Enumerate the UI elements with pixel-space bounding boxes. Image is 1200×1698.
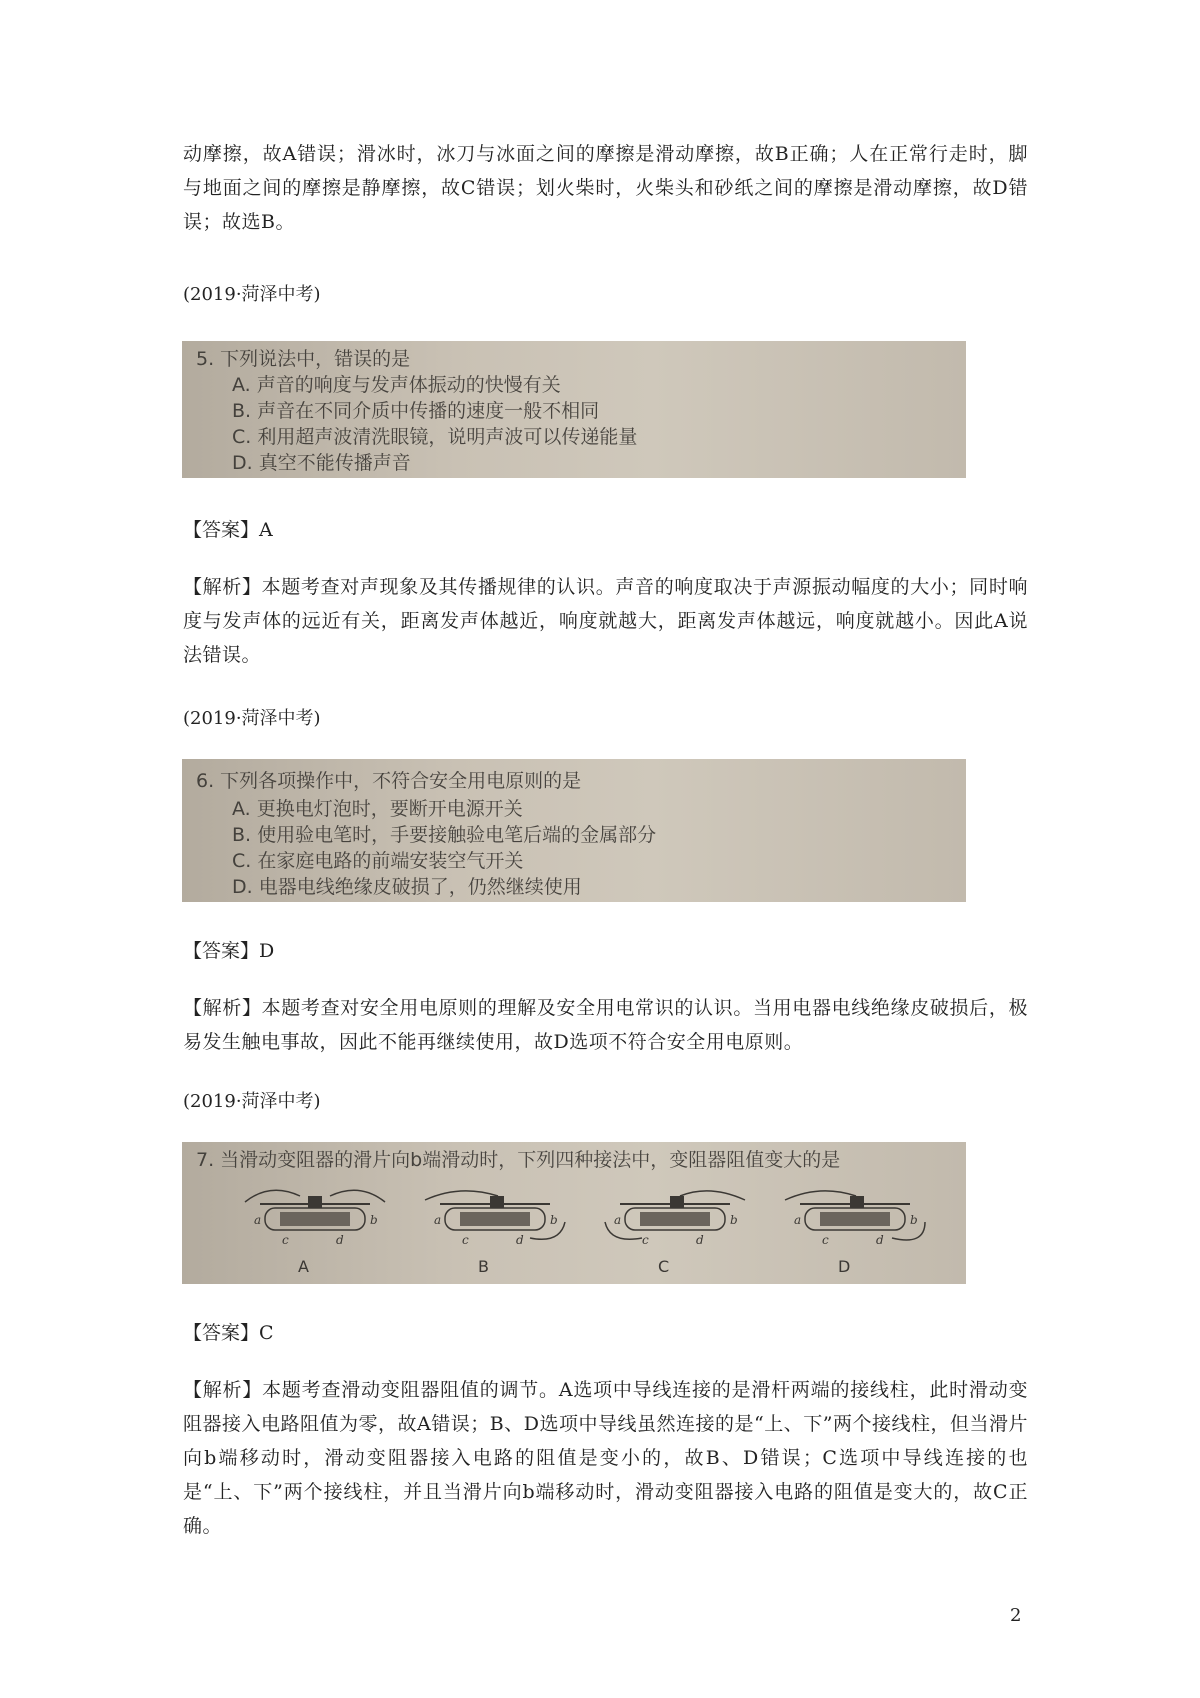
- page-number: 2: [1010, 1605, 1022, 1626]
- svg-text:c: c: [282, 1233, 289, 1247]
- question-option: D. 电器电线绝缘皮破损了，仍然继续使用: [232, 876, 582, 898]
- answer-label: 【答案】A: [183, 519, 273, 541]
- svg-text:d: d: [696, 1233, 704, 1247]
- question-photo: [182, 759, 966, 902]
- svg-text:c: c: [462, 1233, 469, 1247]
- svg-text:a: a: [434, 1213, 442, 1227]
- question-option: A. 更换电灯泡时，要断开电源开关: [232, 798, 523, 820]
- question-source: (2019·菏泽中考): [183, 1091, 321, 1112]
- question-option: A. 声音的响度与发声体振动的快慢有关: [232, 374, 561, 396]
- analysis-paragraph: 【解析】本题考查对声现象及其传播规律的认识。声音的响度取决于声源振动幅度的大小；同时响度与发声体的远近有关，距离发声体越近，响度就越大，距离发声体越远，响度就越小。因此A说法错误。: [183, 576, 1028, 666]
- svg-text:a: a: [794, 1213, 802, 1227]
- question-source: (2019·菏泽中考): [183, 284, 321, 305]
- question-option: B. 声音在不同介质中传播的速度一般不相同: [232, 400, 600, 422]
- rheostat-icon: [420, 1182, 570, 1262]
- question-option: C. 利用超声波清洗眼镜，说明声波可以传递能量: [232, 426, 638, 448]
- question-stem: 6. 下列各项操作中，不符合安全用电原则的是: [196, 770, 582, 792]
- svg-text:b: b: [370, 1213, 378, 1227]
- intro-paragraph: 动摩擦，故A错误；滑冰时，冰刀与冰面之间的摩擦是滑动摩擦，故B正确；人在正常行走时，脚与地面之间的摩擦是静摩擦，故C错误；划火柴时，火柴头和砂纸之间的摩擦是滑动摩擦，故D错误；故选B。: [183, 143, 1028, 233]
- svg-text:d: d: [336, 1233, 344, 1247]
- svg-text:d: d: [876, 1233, 884, 1247]
- figure-label: B: [478, 1257, 489, 1276]
- analysis-paragraph: 【解析】本题考查对安全用电原则的理解及安全用电常识的认识。当用电器电线绝缘皮破损后，极易发生触电事故，因此不能再继续使用，故D选项不符合安全用电原则。: [183, 997, 1028, 1053]
- rheostat-figure: [240, 1182, 390, 1282]
- svg-text:c: c: [822, 1233, 829, 1247]
- rheostat-icon: [240, 1182, 390, 1262]
- svg-text:b: b: [550, 1213, 558, 1227]
- rheostat-icon: [600, 1182, 750, 1262]
- question-photo: [182, 1142, 966, 1284]
- question-source: (2019·菏泽中考): [183, 708, 321, 729]
- svg-text:b: b: [730, 1213, 738, 1227]
- svg-text:a: a: [614, 1213, 622, 1227]
- figure-label: C: [658, 1257, 670, 1276]
- question-option: D. 真空不能传播声音: [232, 452, 411, 474]
- question-stem: 7. 当滑动变阻器的滑片向b端滑动时，下列四种接法中，变阻器阻值变大的是: [196, 1149, 841, 1171]
- question-stem: 5. 下列说法中，错误的是: [196, 348, 411, 370]
- svg-text:a: a: [254, 1213, 262, 1227]
- rheostat-figure: [780, 1182, 930, 1282]
- svg-text:d: d: [516, 1233, 524, 1247]
- rheostat-figure: [420, 1182, 570, 1282]
- question-option: B. 使用验电笔时，手要接触验电笔后端的金属部分: [232, 824, 657, 846]
- rheostat-icon: [780, 1182, 930, 1262]
- svg-text:c: c: [642, 1233, 649, 1247]
- question-option: C. 在家庭电路的前端安装空气开关: [232, 850, 524, 872]
- question-photo: [182, 341, 966, 478]
- svg-text:b: b: [910, 1213, 918, 1227]
- answer-label: 【答案】C: [183, 1322, 274, 1344]
- rheostat-figure: [600, 1182, 750, 1282]
- analysis-paragraph: 【解析】本题考查滑动变阻器阻值的调节。A选项中导线连接的是滑杆两端的接线柱，此时滑动变阻器接入电路阻值为零，故A错误；B、D选项中导线虽然连接的是“上、下”两个接线柱，但当滑片向b端移动时，滑动变阻器接入电路的阻值是变小的，故B、D错误；C选项中导线连接的也是“上、下”两个接线柱，并且当滑片向b端移动时，滑动变阻器接入电路的阻值是变大的，故C正确。: [183, 1379, 1028, 1537]
- figure-label: A: [298, 1257, 309, 1276]
- answer-label: 【答案】D: [183, 940, 275, 962]
- figure-label: D: [838, 1257, 851, 1276]
